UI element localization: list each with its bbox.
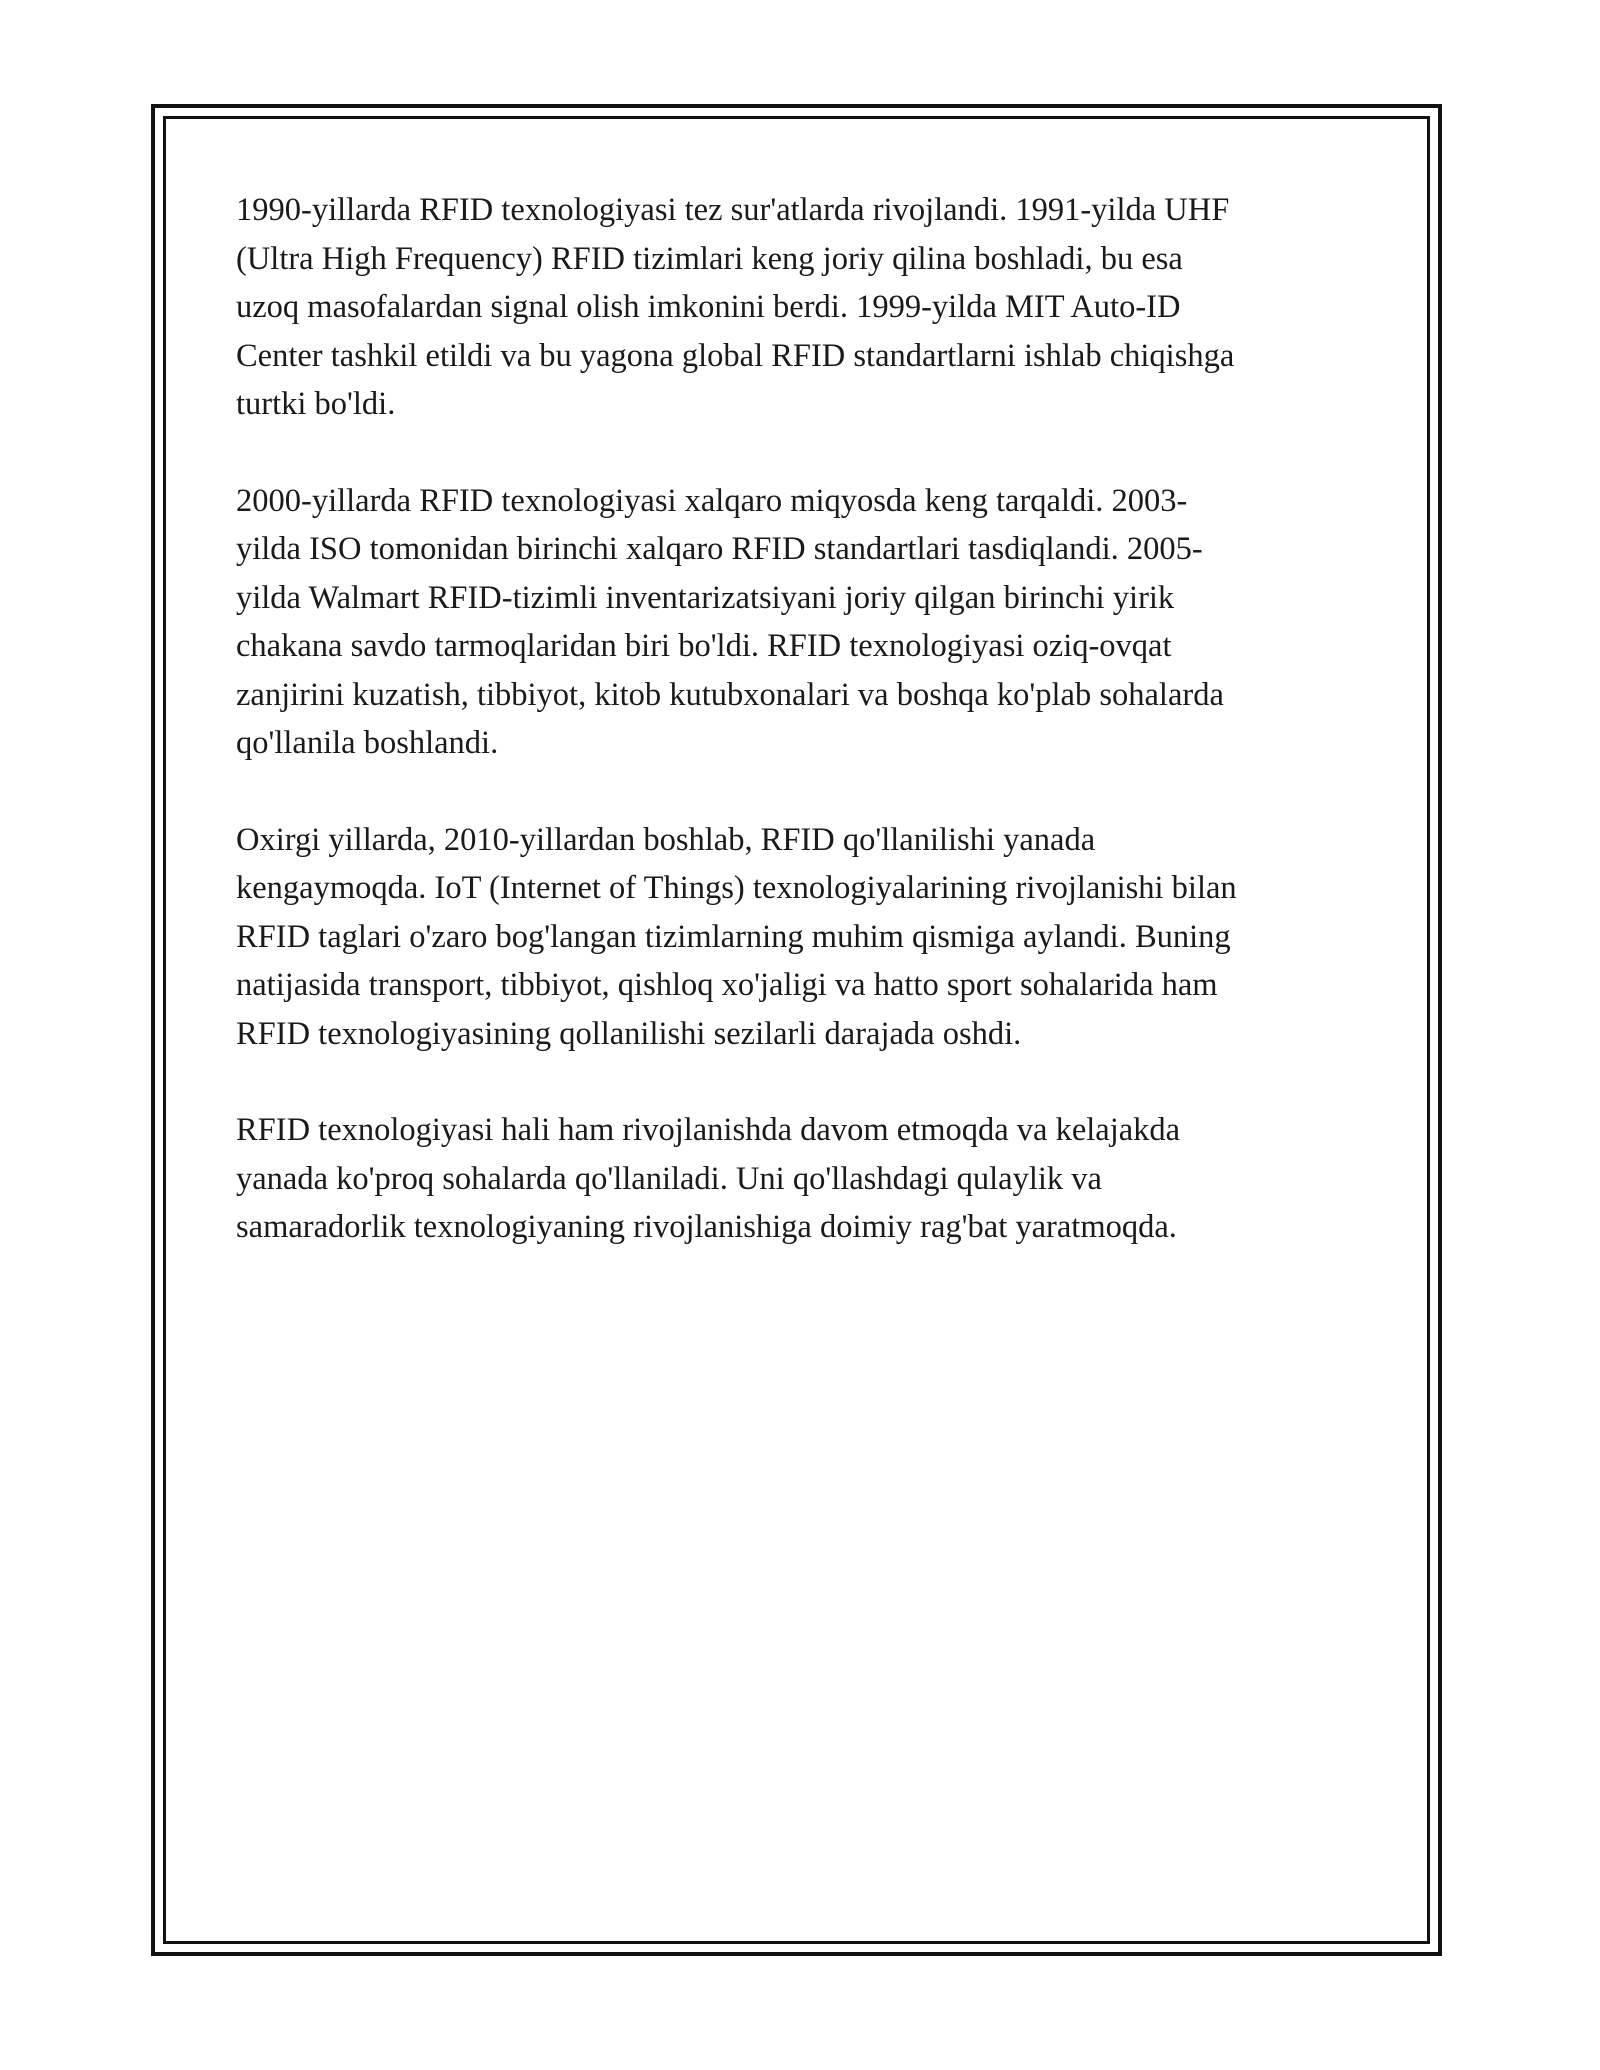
text-line: RFID texnologiyasi hali ham rivojlanishda davom etmoqda va kelajakda [236,1112,1181,1148]
paragraph-1990s [236,186,1386,429]
text-line: 2000-yillarda RFID texnologiyasi xalqaro miqyosda keng tarqaldi. 2003- [236,482,1188,519]
document-body [236,186,1386,1300]
text-line: qo'llanila boshlandi. [236,725,499,761]
text-line: yilda ISO tomonidan birinchi xalqaro RFID standartlari tasdiqlandi. 2005- [236,531,1203,567]
text-line: turtki bo'ldi. [236,386,396,422]
text-line: kengaymoqda. IoT (Internet of Things) texnologiyalarining rivojlanishi bilan [236,870,1237,906]
text-line: (Ultra High Frequency) RFID tizimlari keng joriy qilina boshladi, bu esa [236,240,1183,277]
text-line: yanada ko'proq sohalarda qo'llaniladi. Uni qo'llashdagi qulaylik va [236,1160,1102,1197]
text-line: RFID texnologiyasining qollanilishi sezilarli darajada oshdi. [236,1015,1022,1052]
paragraph-2010s [236,816,1386,1059]
text-line: chakana savdo tarmoqlaridan biri bo'ldi. RFID texnologiyasi oziq-ovqat [236,628,1172,664]
text-line: 1990-yillarda RFID texnologiyasi tez sur'atlarda rivojlandi. 1991-yilda UHF [236,192,1230,228]
paragraph-2000s [236,477,1386,768]
paragraph-future [236,1106,1386,1252]
text-line: zanjirini kuzatish, tibbiyot, kitob kutubxonalari va boshqa ko'plab sohalarda [236,676,1224,713]
text-line: uzoq masofalardan signal olish imkonini berdi. 1999-yilda MIT Auto-ID [236,289,1181,325]
text-line: Center tashkil etildi va bu yagona global RFID standartlarni ishlab chiqishga [236,337,1235,374]
text-line: RFID taglari o'zaro bog'langan tizimlarning muhim qismiga aylandi. Buning [236,918,1231,955]
text-line: Oxirgi yillarda, 2010-yillardan boshlab, RFID qo'llanilishi yanada [236,821,1096,858]
text-line: samaradorlik texnologiyaning rivojlanishiga doimiy rag'bat yaratmoqda. [236,1209,1177,1245]
text-line: yilda Walmart RFID-tizimli inventarizatsiyani joriy qilgan birinchi yirik [236,579,1175,616]
text-line: natijasida transport, tibbiyot, qishloq xo'jaligi va hatto sport sohalarida ham [236,967,1218,1003]
